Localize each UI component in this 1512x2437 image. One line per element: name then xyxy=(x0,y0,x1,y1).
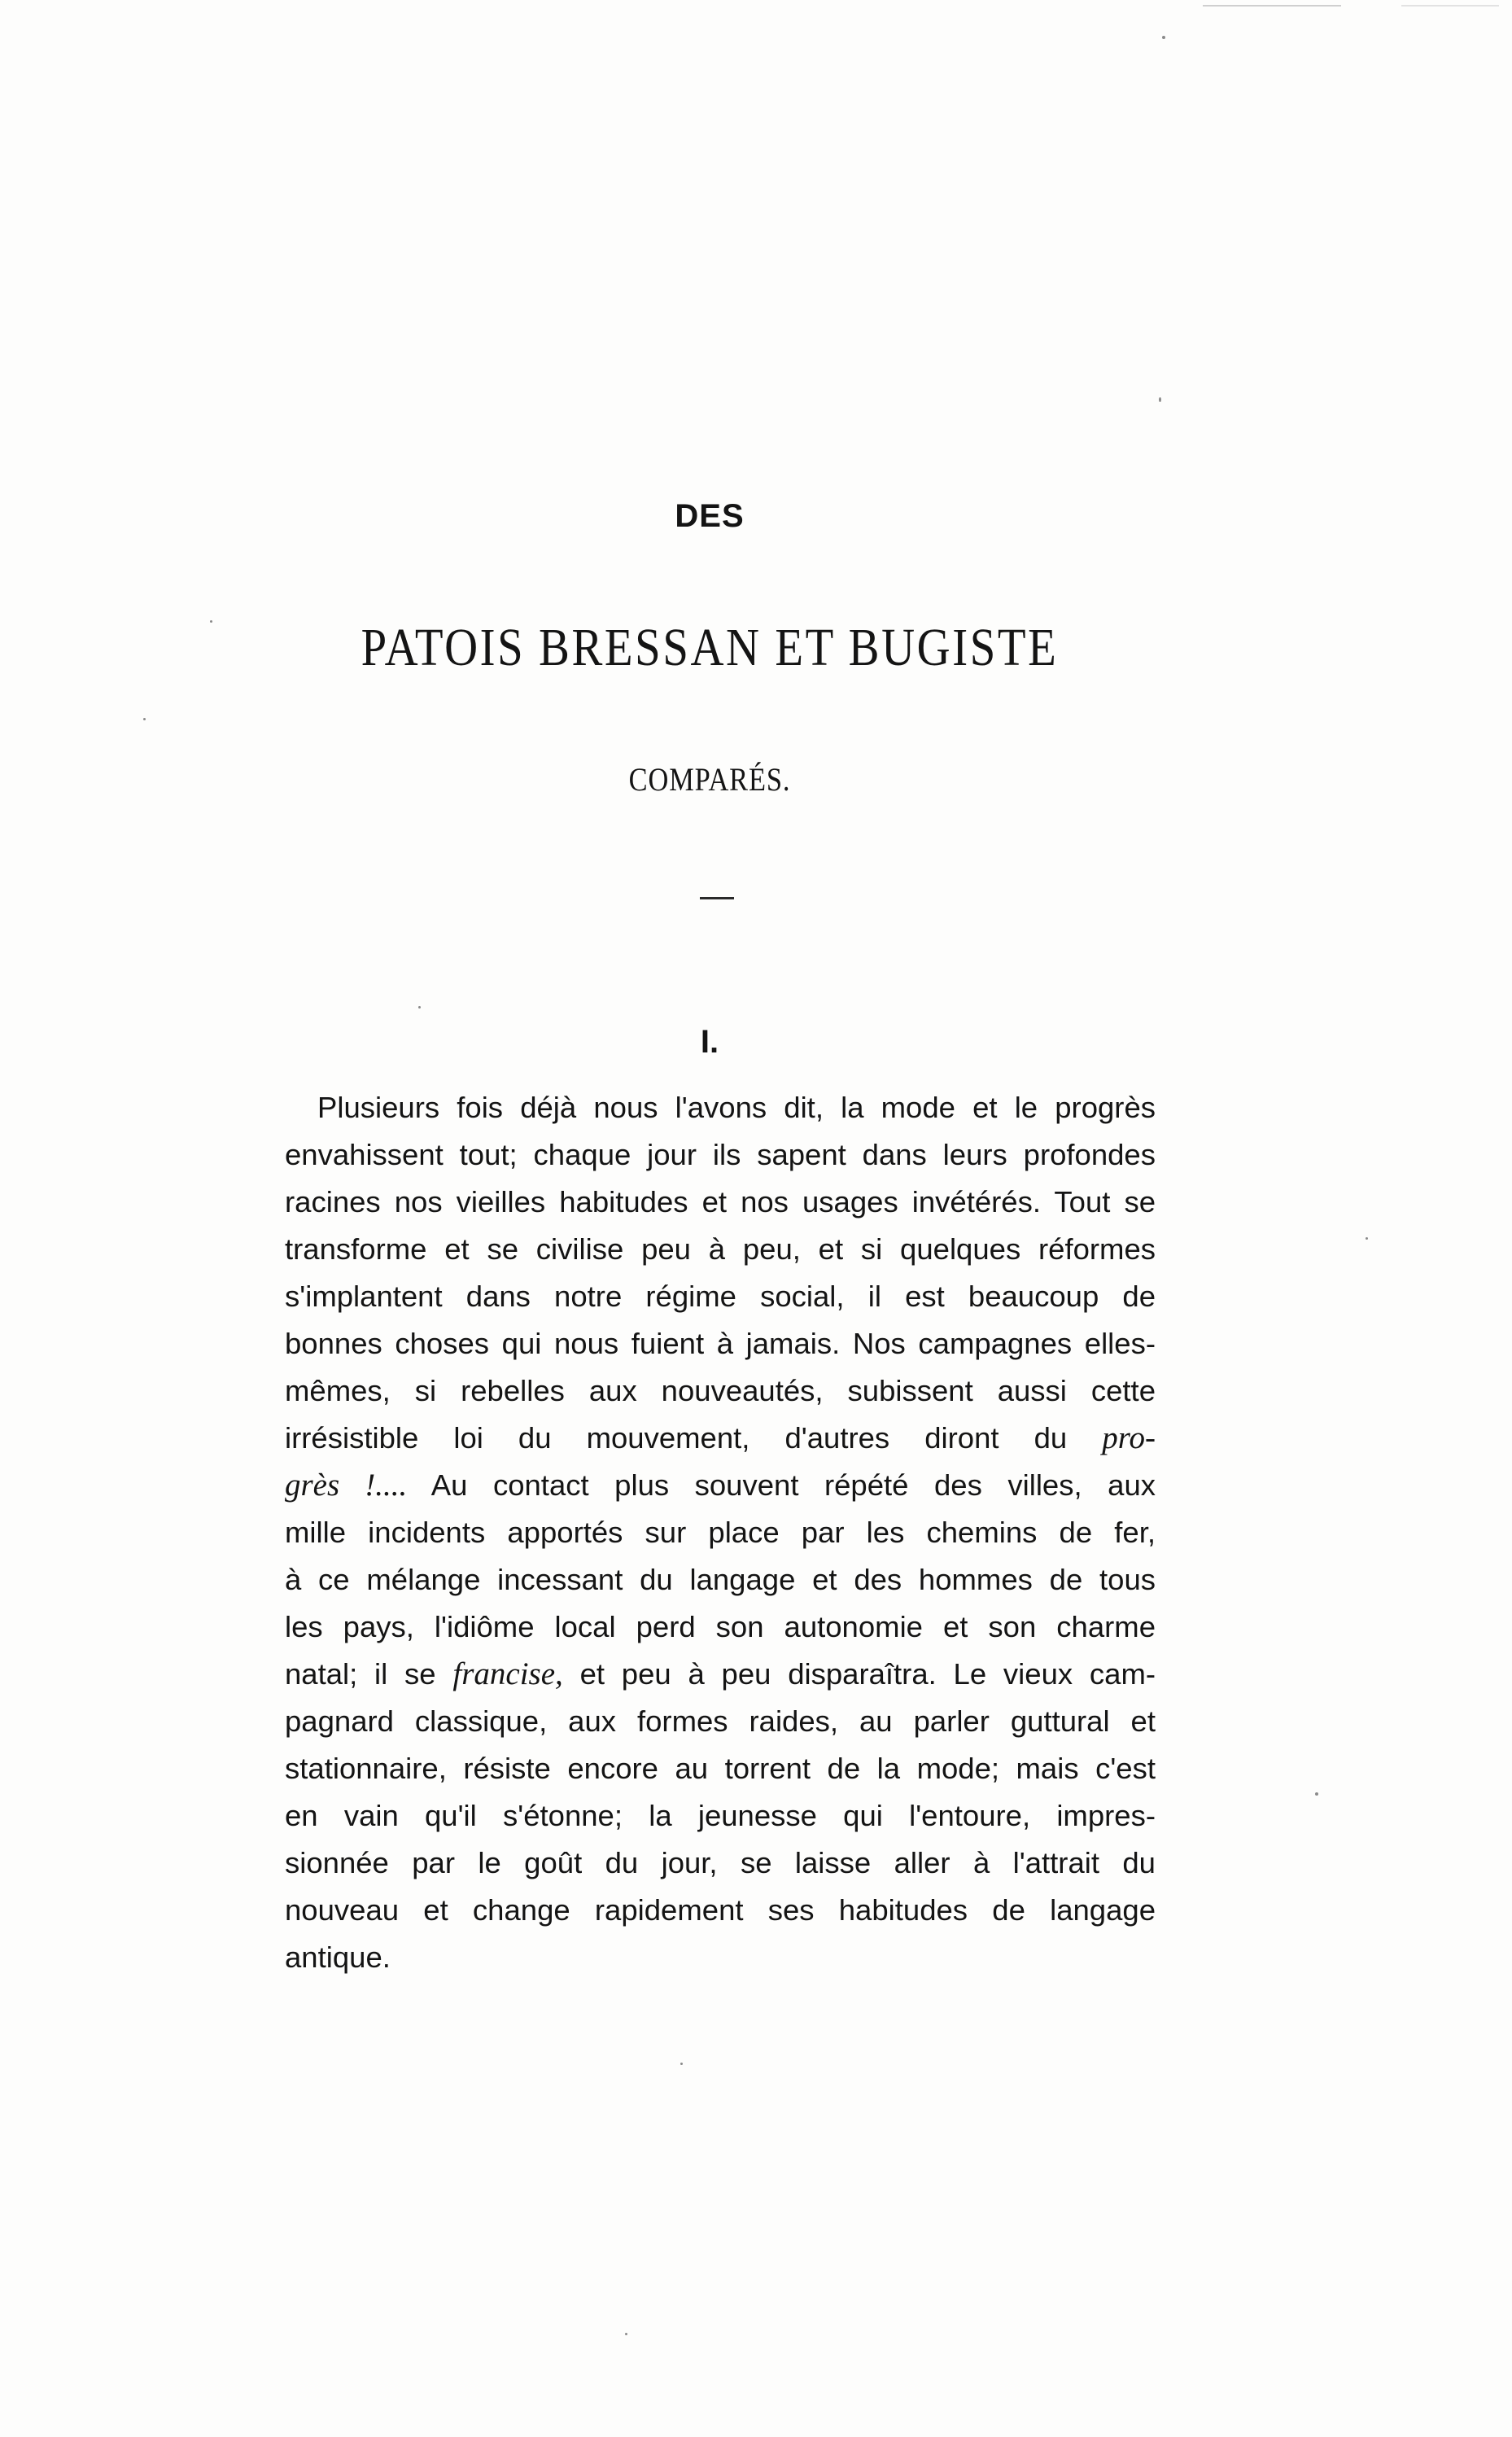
section-numeral: I. xyxy=(700,1024,719,1060)
italic-word: francise, xyxy=(452,1656,563,1691)
text-line xyxy=(285,1651,1156,1698)
paper-speck xyxy=(1162,36,1165,39)
paper-speck xyxy=(1315,1792,1318,1796)
paper-speck xyxy=(143,718,146,720)
text-line: transforme et se civilise peu à peu, et si quelques réformes xyxy=(285,1232,1156,1266)
text-line: pagnard classique, aux formes raides, au parler guttural et xyxy=(285,1704,1156,1738)
text-line: mille incidents apportés sur place par les chemins de fer, xyxy=(285,1516,1156,1549)
italic-word: grès !.... xyxy=(285,1468,408,1503)
scan-edge-mark xyxy=(1401,5,1499,7)
text-line: s'implantent dans notre régime social, il est beaucoup de xyxy=(285,1280,1156,1313)
italic-word: pro- xyxy=(1102,1420,1156,1455)
text-line: racines nos vieilles habitudes et nos usages invétérés. Tout se xyxy=(285,1185,1156,1218)
text-segment: natal; il se xyxy=(285,1657,436,1691)
paper-speck xyxy=(680,2063,683,2065)
text-line xyxy=(285,1462,1156,1509)
body-paragraph xyxy=(285,1084,1156,1981)
text-line: en vain qu'il s'étonne; la jeunesse qui l'entoure, impres- xyxy=(285,1799,1156,1832)
text-line: bonnes choses qui nous fuient à jamais. Nos campagnes elles- xyxy=(285,1327,1156,1360)
text-line: Plusieurs fois déjà nous l'avons dit, la mode et le progrès xyxy=(317,1091,1156,1124)
paper-speck xyxy=(625,2333,627,2335)
text-line: à ce mélange incessant du langage et des hommes de tous xyxy=(285,1563,1156,1596)
text-segment: Au contact plus souvent répété des villes, aux xyxy=(430,1468,1156,1502)
page-subtitle: COMPARÉS. xyxy=(628,761,791,798)
text-line: stationnaire, résiste encore au torrent de la mode; mais c'est xyxy=(285,1752,1156,1785)
text-line: mêmes, si rebelles aux nouveautés, subissent aussi cette xyxy=(285,1374,1156,1407)
scan-edge-mark xyxy=(1203,5,1341,7)
text-line: sionnée par le goût du jour, se laisse aller à l'attrait du xyxy=(285,1846,1156,1879)
text-segment: et peu à peu disparaîtra. Le vieux cam- xyxy=(579,1657,1156,1691)
paper-speck xyxy=(418,1006,421,1008)
text-line: les pays, l'idiôme local perd son autonomie et son charme xyxy=(285,1610,1156,1643)
paper-speck xyxy=(1366,1237,1368,1240)
text-line: antique. xyxy=(285,1940,391,1974)
paper-speck xyxy=(1159,397,1161,402)
heading-kicker: DES xyxy=(675,498,745,534)
page-title: PATOIS BRESSAN ET BUGISTE xyxy=(361,618,1059,677)
text-line: envahissent tout; chaque jour ils sapent dans leurs profondes xyxy=(285,1138,1156,1171)
title-divider xyxy=(700,897,734,899)
text-line: nouveau et change rapidement ses habitudes de langage xyxy=(285,1893,1156,1927)
text-segment: irrésistible loi du mouvement, d'autres diront du xyxy=(285,1421,1068,1455)
text-line xyxy=(285,1415,1156,1462)
